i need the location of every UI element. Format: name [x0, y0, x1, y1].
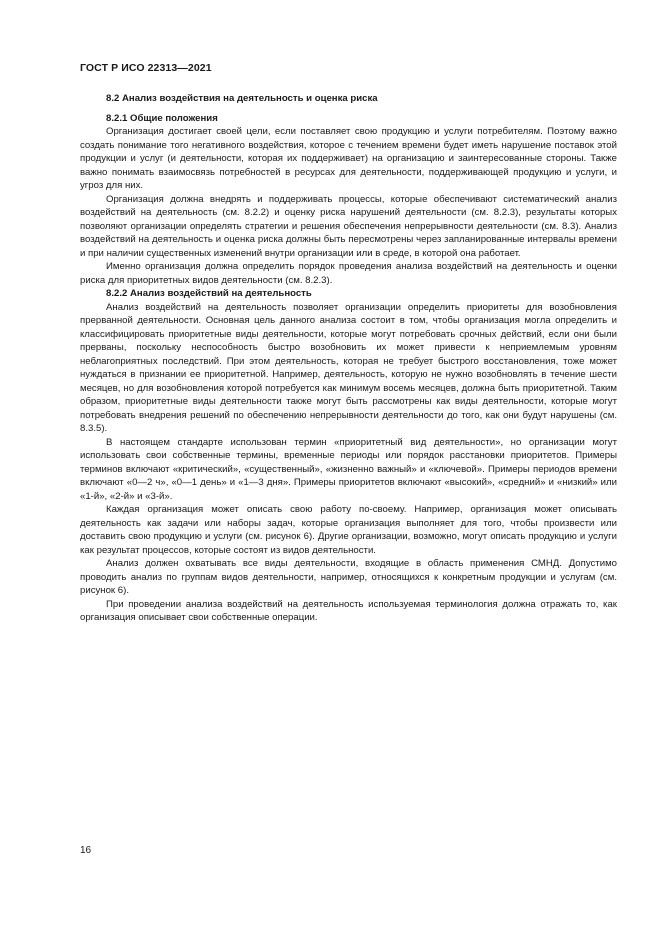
paragraph: Анализ воздействий на деятельность позволяет организации определить приоритеты для возобновления прерванной деятельности. Основная цель данного анализа состоит в том, чтобы организация могла определить и классифицировать приоритетные виды деятельности, которые могут потребовать срочных действий, если они были прерваны, поскольку неспособность быстро возобновить их может привести к неприемлемым уровням неблагоприятных последствий. При этом деятельность, которая не требует быстрого восстановления, тоже может нуждаться в признании ее приоритетной. Например, деятельность, которую не нужно возобновлять в течение шести месяцев, но для возобновления которой потребуется как минимум восемь месяцев, должна быть приоритетной. Таким образом, приоритетные виды деятельности также могут быть рассмотрены как виды деятельности, которые могут потребовать внедрения решений по обеспечению непрерывности деятельности до того, как они будут нарушены (см. 8.3.5).: [80, 301, 617, 434]
section-title: 8.2 Анализ воздействия на деятельность и оценка риска: [106, 93, 378, 104]
paragraph: При проведении анализа воздействий на деятельность используемая терминология должна отражать то, как организация описывает свои собственные операции.: [80, 598, 617, 623]
paragraph: Каждая организация может описать свою работу по-своему. Например, организация может описывать деятельность как задачи или наборы задач, которые организация выполняет для того, чтобы произвести или доставить свою продукцию и услуги (см. рисунок 6). Другие организации, возможно, могут описать продукцию и услуги как результат процессов, которые состоят из видов деятельности.: [80, 504, 617, 556]
page-number: 16: [80, 845, 92, 856]
paragraph: Анализ должен охватывать все виды деятельности, входящие в область применения СМНД. Допустимо проводить анализ по группам видов деятельности, например, относящихся к конкретным продукции и услугам (см. рисунок 6).: [80, 558, 617, 596]
paragraph: Организация достигает своей цели, если поставляет свою продукцию и услуги потребителям. Поэтому важно создать понимание того негативного воздействия, которое с течением времени будет иметь нарушение поставок этой продукции и услуг (и деятельности, которая их поддерживает) на организацию и заинтересованные стороны. Также важно понимать взаимосвязь потребностей в ресурсах для деятельности, поддерживающей продукцию и услуги, и угроз для них.: [80, 126, 617, 191]
subsection-title-general: 8.2.1 Общие положения: [106, 112, 218, 124]
subsection-title-impact-analysis: 8.2.2 Анализ воздействий на деятельность: [106, 288, 312, 299]
paragraph: Организация должна внедрять и поддерживать процессы, которые обеспечивают систематический анализ воздействий на деятельность (см. 8.2.2) и оценку риска нарушений деятельности (см. 8.2.3), результаты которых позволяют организации определять стратегии и решения обеспечения непрерывности деятельности (см. 8.3). Анализ воздействий на деятельность и оценка риска должны быть пересмотрены через запланированные интервалы времени и при наличии существенных изменений внутри организации или в среде, в которой она работает.: [80, 193, 617, 259]
paragraph: В настоящем стандарте использован термин «приоритетный вид деятельности», но организации могут использовать свои собственные термины, временные периоды или порядок расстановки приоритетов. Примеры терминов включают «критический», «существенный», «жизненно важный» и «ключевой». Примеры периодов времени включают «0—2 ч», «0—1 день» и «1—3 дня». Примеры приоритетов включают «высокий», «средний» и «низкий» или «1-й», «2-й» и «3-й».: [80, 436, 617, 502]
paragraph: Именно организация должна определить порядок проведения анализа воздействий на деятельность и оценки риска для приоритетных видов деятельности (см. 8.2.3).: [80, 261, 617, 286]
document-body: [80, 92, 617, 625]
document-header: ГОСТ Р ИСО 22313—2021: [80, 62, 212, 74]
